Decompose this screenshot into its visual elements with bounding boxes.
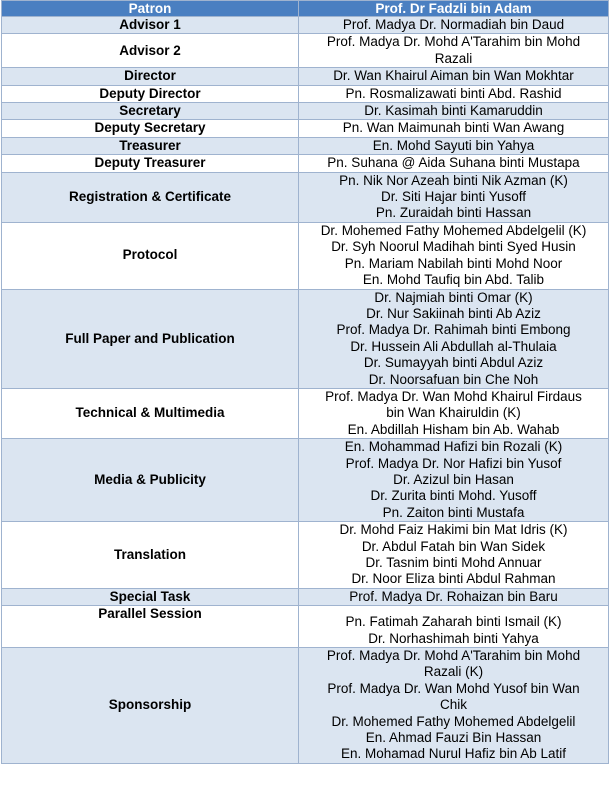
member-name: Dr. Tasnim binti Mohd Annuar <box>365 555 542 570</box>
member-name: Dr. Hussein Ali Abdullah al-Thulaia <box>350 338 557 354</box>
table-row <box>2 120 609 137</box>
members-cell <box>299 172 609 222</box>
table-row <box>2 388 609 438</box>
table-row <box>2 172 609 222</box>
table-row <box>2 439 609 522</box>
member-name: Dr. Mohemed Fathy Mohemed Abdelgelil <box>331 713 576 729</box>
member-name: Dr. Nur Sakiinah binti Ab Aziz <box>366 305 541 321</box>
member-name: Dr. Mohemed Fathy Mohemed Abdelgelil (K) <box>320 222 587 238</box>
table-row <box>2 222 609 289</box>
member-name: Pn. Mariam Nabilah binti Mohd Noor <box>344 255 563 271</box>
member-name: Razali <box>434 50 473 66</box>
member-name: Razali (K) <box>423 664 484 680</box>
member-name: Pn. Rosmalizawati binti Abd. Rashid <box>345 85 562 101</box>
member-name: Pn. Fatimah Zaharah binti Ismail (K) <box>345 614 562 630</box>
members-cell <box>299 34 609 68</box>
role-cell: Director <box>2 68 299 85</box>
member-name: Prof. Madya Dr. Wan Mohd Yusof bin Wan <box>327 680 580 696</box>
role-cell: Secretary <box>2 103 299 120</box>
table-row <box>2 137 609 154</box>
member-name: Prof. Madya Dr. Rahimah binti Embong <box>336 322 571 338</box>
member-name: Pn. Nik Nor Azeah binti Nik Azman (K) <box>339 172 568 188</box>
member-name: En. Ahmad Fauzi Bin Hassan <box>365 730 542 746</box>
table-row <box>2 522 609 589</box>
member-name: Dr. Noor Eliza binti Abdul Rahman <box>351 571 556 587</box>
member-name: Dr. Sumayyah binti Abdul Aziz <box>363 355 544 371</box>
member-name: Dr. Norhashimah binti Yahya <box>368 630 539 646</box>
committee-rows <box>2 17 609 764</box>
member-name: Prof. Madya Dr. Nor Hafizi bin Yusof <box>345 455 562 471</box>
table-row <box>2 17 609 34</box>
members-cell <box>299 522 609 589</box>
role-cell: Parallel Session <box>2 606 299 648</box>
member-name: Prof. Madya Dr. Mohd A'Tarahim bin Mohd <box>326 34 581 50</box>
member-name: Pn. Wan Maimunah binti Wan Awang <box>342 120 565 136</box>
role-cell: Deputy Treasurer <box>2 155 299 172</box>
role-cell: Sponsorship <box>2 648 299 764</box>
members-cell <box>299 289 609 388</box>
table-row <box>2 85 609 102</box>
table-row <box>2 289 609 388</box>
member-name: En. Mohd Sayuti bin Yahya <box>372 137 535 153</box>
member-name: Dr. Abdul Fatah bin Wan Sidek <box>361 538 546 554</box>
role-cell: Full Paper and Publication <box>2 289 299 388</box>
members-cell <box>299 85 609 102</box>
role-cell: Deputy Secretary <box>2 120 299 137</box>
table-row <box>2 606 609 648</box>
role-cell: Deputy Director <box>2 85 299 102</box>
member-name: Dr. Siti Hajar binti Yusoff <box>380 189 527 205</box>
role-cell: Technical & Multimedia <box>2 388 299 438</box>
table-row <box>2 648 609 764</box>
role-cell: Advisor 1 <box>2 17 299 34</box>
member-name: Dr. Noorsafuan bin Che Noh <box>368 371 539 387</box>
role-cell: Special Task <box>2 588 299 605</box>
role-cell: Media & Publicity <box>2 439 299 522</box>
member-name: bin Wan Khairuldin (K) <box>386 405 521 421</box>
member-name: Pn. Zuraidah binti Hassan <box>375 205 532 221</box>
member-name: En. Mohamad Nurul Hafiz bin Ab Latif <box>340 746 567 762</box>
header-row <box>2 1 609 17</box>
table-row <box>2 68 609 85</box>
spacer <box>301 606 606 614</box>
member-name: Dr. Syh Noorul Madihah binti Syed Husin <box>331 239 576 255</box>
member-name: En. Abdillah Hisham bin Ab. Wahab <box>347 421 560 437</box>
members-cell <box>299 17 609 34</box>
member-name: Pn. Suhana @ Aida Suhana binti Mustapa <box>327 155 580 171</box>
members-cell <box>299 388 609 438</box>
member-name: En. Mohd Taufiq bin Abd. Talib <box>362 272 545 288</box>
header-name: Prof. Dr Fadzli bin Adam <box>299 1 609 17</box>
member-name: Chik <box>439 697 467 713</box>
table-row <box>2 103 609 120</box>
members-cell <box>299 222 609 289</box>
member-name: Dr. Azizul bin Hasan <box>393 471 514 487</box>
member-name: Prof. Madya Dr. Normadiah bin Daud <box>342 17 565 32</box>
member-name: Dr. Mohd Faiz Hakimi bin Mat Idris (K) <box>339 522 568 538</box>
role-cell: Translation <box>2 522 299 589</box>
members-cell <box>299 103 609 120</box>
member-name: En. Mohammad Hafizi bin Rozali (K) <box>344 439 563 455</box>
members-cell <box>299 155 609 172</box>
committee-table <box>1 0 609 764</box>
member-name: Pn. Zaiton binti Mustafa <box>382 504 525 520</box>
role-cell: Protocol <box>2 222 299 289</box>
member-name: Prof. Madya Dr. Mohd A'Tarahim bin Mohd <box>326 648 581 664</box>
members-cell <box>299 439 609 522</box>
members-cell <box>299 648 609 764</box>
member-name: Dr. Kasimah binti Kamaruddin <box>364 103 543 119</box>
role-cell: Advisor 2 <box>2 34 299 68</box>
table-row <box>2 34 609 68</box>
role-cell: Registration & Certificate <box>2 172 299 222</box>
members-cell <box>299 588 609 605</box>
members-cell <box>299 120 609 137</box>
table-row <box>2 155 609 172</box>
member-name: Prof. Madya Dr. Rohaizan bin Baru <box>349 588 558 604</box>
header-role: Patron <box>2 1 299 17</box>
table-row <box>2 588 609 605</box>
member-name: Prof. Madya Dr. Wan Mohd Khairul Firdaus <box>325 388 582 404</box>
member-name: Dr. Zurita binti Mohd. Yusoff <box>370 488 537 504</box>
role-cell: Treasurer <box>2 137 299 154</box>
member-name: Dr. Najmiah binti Omar (K) <box>374 289 533 305</box>
members-cell <box>299 137 609 154</box>
members-cell <box>299 606 609 648</box>
members-cell <box>299 68 609 85</box>
member-name: Dr. Wan Khairul Aiman bin Wan Mokhtar <box>333 68 574 84</box>
